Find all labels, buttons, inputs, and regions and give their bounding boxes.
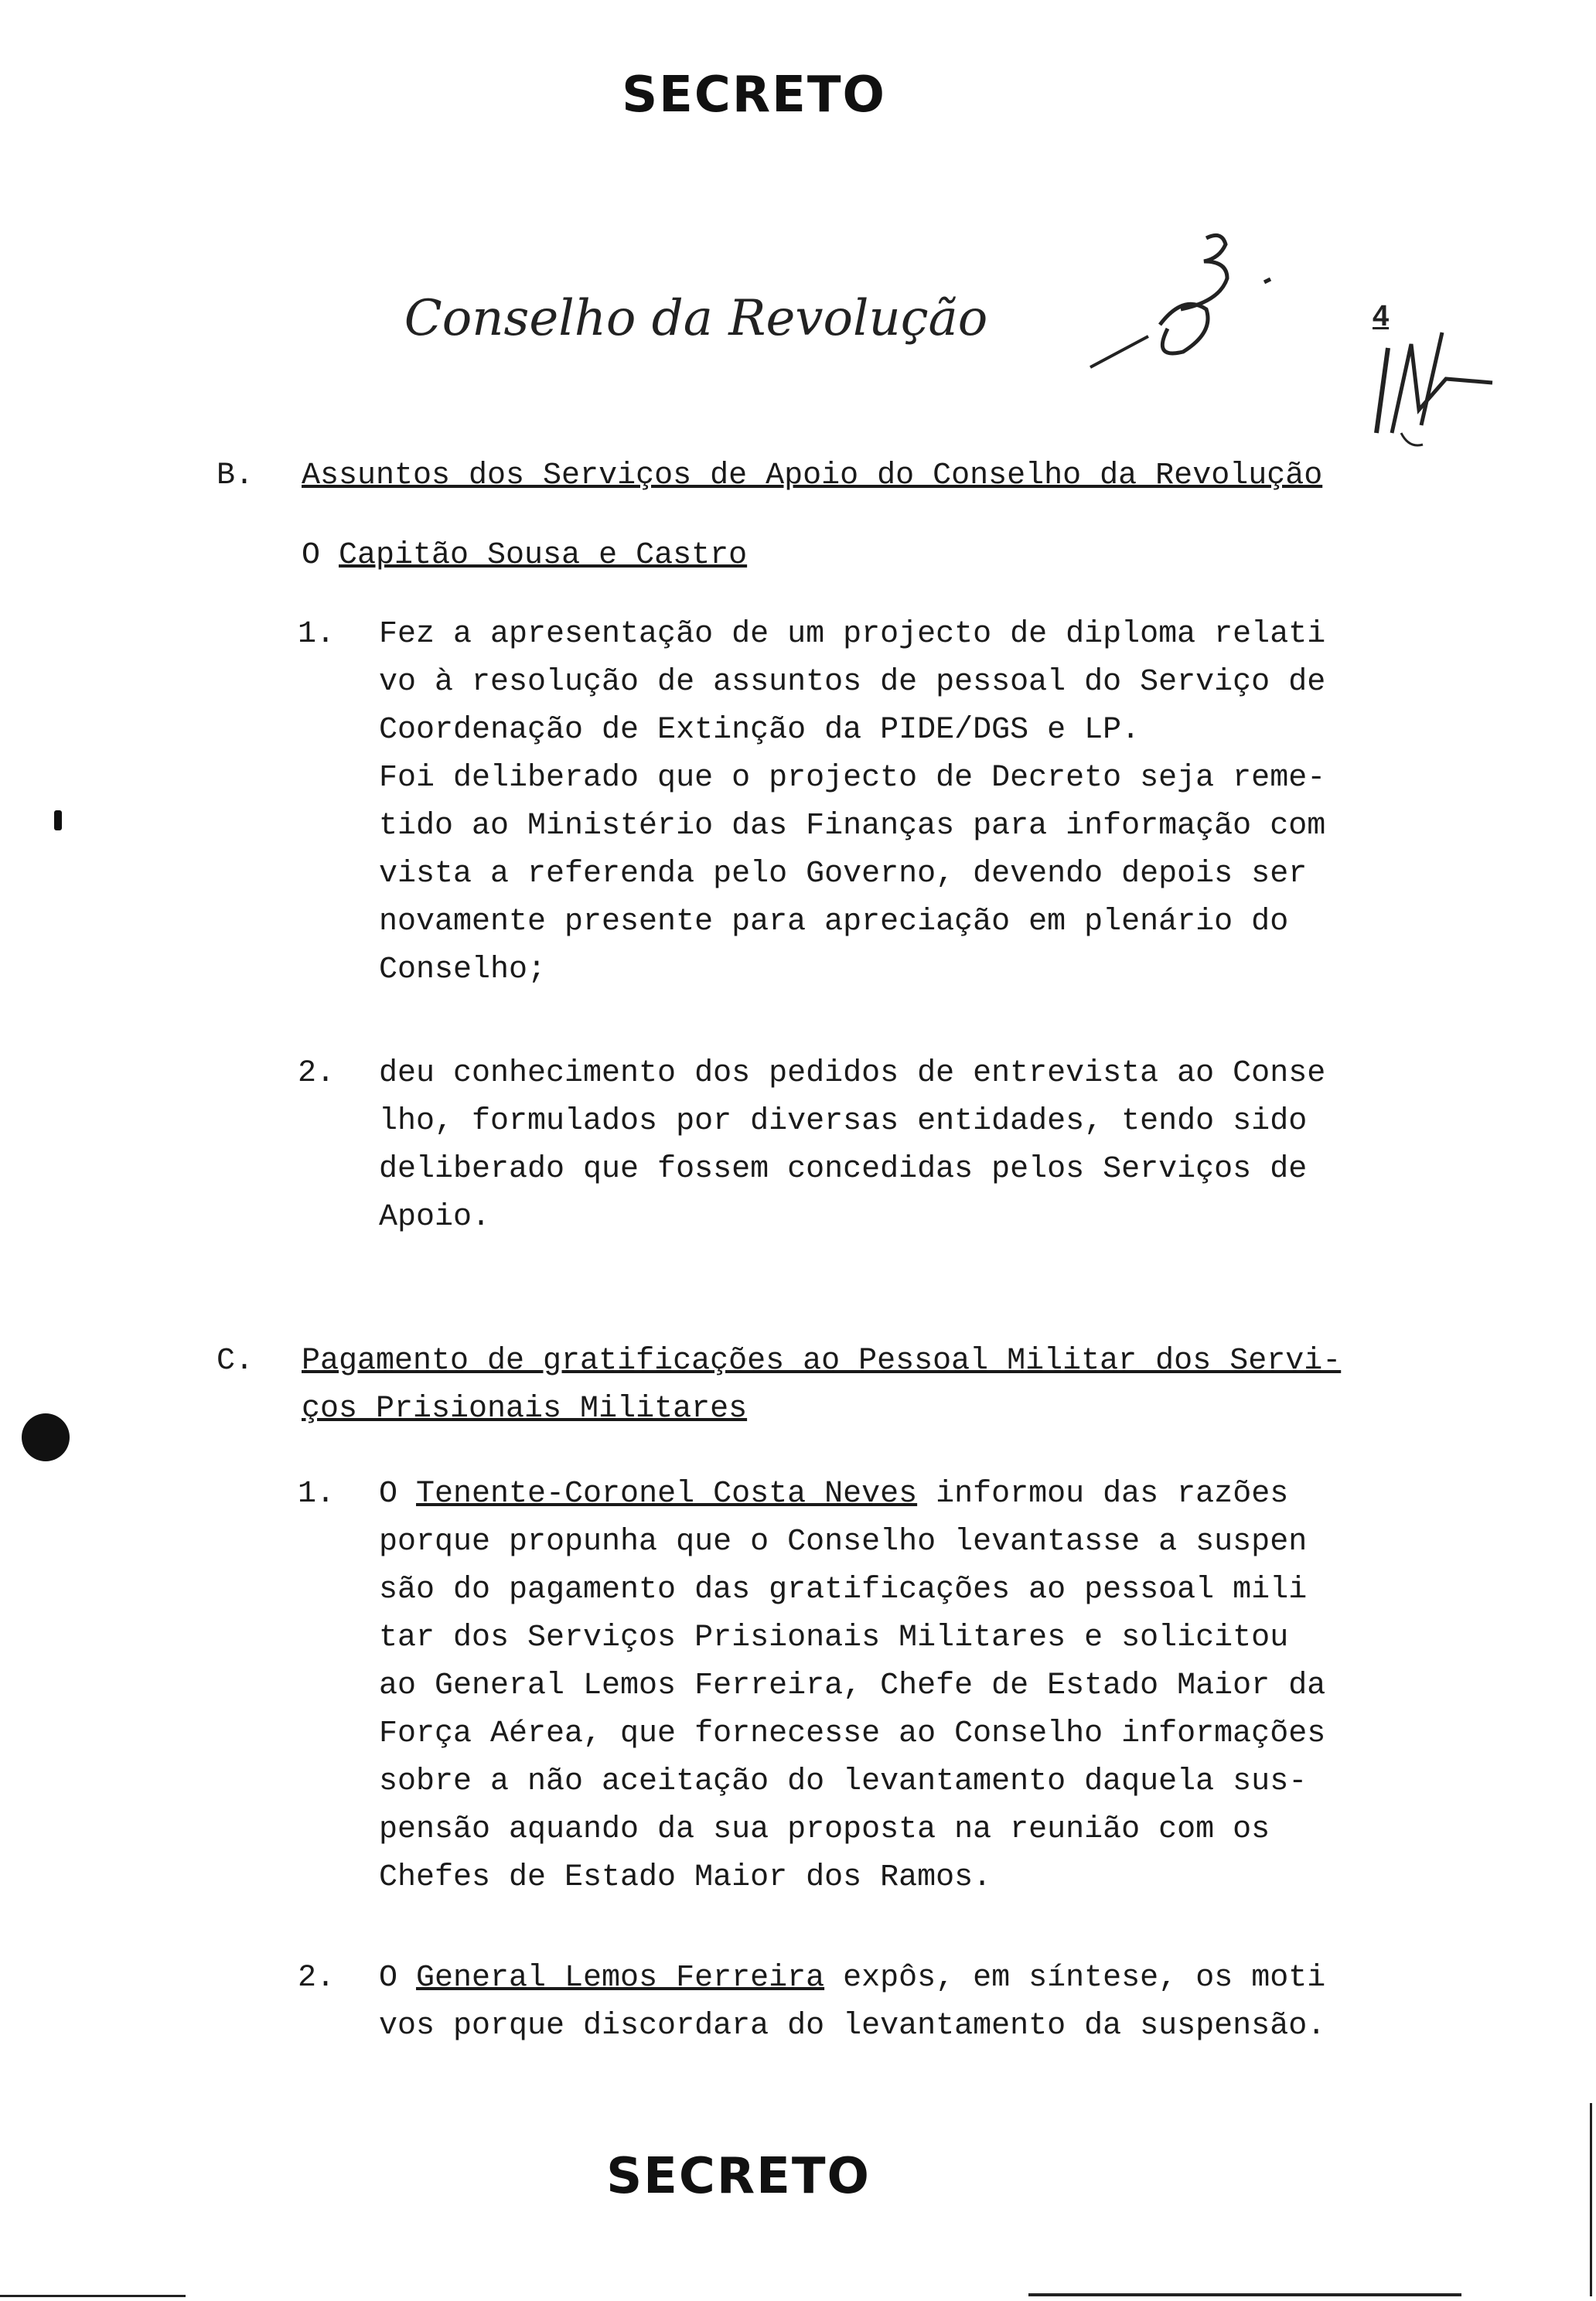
text-line: Chefes de Estado Maior dos Ramos. [379, 1860, 992, 1895]
text-line: Fez a apresentação de um projecto de diploma relati [379, 617, 1326, 652]
item-number: 1. [298, 617, 336, 652]
item-number: 2. [298, 1961, 336, 1996]
text-line: lho, formulados por diversas entidades, tendo sido [379, 1104, 1308, 1139]
text-line: porque propunha que o Conselho levantasse a suspen [379, 1525, 1308, 1560]
item-number: 2. [298, 1056, 336, 1091]
section-c-title [302, 1338, 1596, 1433]
bottom-edge-line [0, 2295, 186, 2297]
text-line: deu conhecimento dos pedidos de entrevista ao Conse [379, 1056, 1326, 1091]
text-line [379, 1471, 1396, 1519]
text-line: ao General Lemos Ferreira, Chefe de Estado Maior da [379, 1669, 1326, 1703]
punch-hole-mark [22, 1413, 70, 1461]
text-line: deliberado que fossem concedidas pelos Serviços de [379, 1152, 1308, 1187]
text-line: Foi deliberado que o projecto de Decreto seja reme- [379, 761, 1326, 796]
item-number: 1. [298, 1477, 336, 1512]
item-body [379, 1955, 1396, 2050]
section-b-speaker: Capitão Sousa e Castro [339, 538, 748, 573]
text-line: Conselho; [379, 953, 547, 987]
section-b-title: Assuntos dos Serviços de Apoio do Conselho da Revolução [302, 458, 1323, 493]
section-c-title-line: ços Prisionais Militares [302, 1392, 748, 1427]
section-c-heading [217, 1338, 1596, 1433]
text-line: pensão aquando da sua proposta na reunião com os [379, 1812, 1270, 1847]
text-line: tido ao Ministério das Finanças para informação com [379, 809, 1326, 844]
section-b-item-2 [298, 1050, 1396, 1251]
section-c-speaker-2: General Lemos Ferreira [416, 1961, 825, 1996]
item-body [379, 611, 1396, 994]
handwritten-signature-icon [1330, 317, 1508, 456]
section-c-speaker-1: Tenente-Coronel Costa Neves [416, 1477, 918, 1512]
text-line: Força Aérea, que fornecesse ao Conselho informações [379, 1716, 1326, 1751]
speaker-prefix: O [379, 1961, 417, 1996]
speaker-prefix: O [379, 1477, 417, 1512]
page-number: 4 [1373, 300, 1390, 332]
bottom-edge-line-right [1028, 2293, 1461, 2296]
section-c-letter: C. [217, 1344, 254, 1379]
text-line: Coordenação de Extinção da PIDE/DGS e LP. [379, 713, 1141, 748]
section-c-title-line: Pagamento de gratificações ao Pessoal Militar dos Servi- [302, 1344, 1342, 1379]
section-b-letter: B. [217, 458, 254, 493]
section-b-speaker-line [302, 532, 747, 580]
scan-mark [54, 810, 62, 830]
section-c-item-2 [298, 1955, 1396, 2055]
text-line: tar dos Serviços Prisionais Militares e solicitou [379, 1621, 1289, 1655]
right-edge-line [1590, 2103, 1592, 2296]
section-b-item-1 [298, 611, 1396, 997]
item-body [379, 1471, 1396, 1902]
secret-stamp-top: SECRETO [622, 66, 886, 124]
text-line: vo à resolução de assuntos de pessoal do Serviço de [379, 665, 1326, 700]
text-line: vista a referenda pelo Governo, devendo depois ser [379, 857, 1308, 891]
text-line [379, 1955, 1396, 2003]
secret-stamp-bottom: SECRETO [606, 2148, 871, 2205]
text-line: Apoio. [379, 1200, 491, 1235]
speaker-prefix: O [302, 538, 339, 573]
letterhead: Conselho da Revolução [404, 290, 988, 347]
section-b-heading [217, 452, 1596, 500]
text-rest: expôs, em síntese, os moti [824, 1961, 1326, 1996]
item-body [379, 1050, 1396, 1242]
section-c-item-1 [298, 1471, 1396, 1904]
text-line: novamente presente para apreciação em plenário do [379, 905, 1289, 939]
text-rest: informou das razões [917, 1477, 1289, 1512]
text-line: sobre a não aceitação do levantamento daquela sus- [379, 1764, 1308, 1799]
text-line: vos porque discordara do levantamento da suspensão. [379, 2009, 1326, 2044]
handwritten-initials-icon [1075, 224, 1307, 379]
text-line: são do pagamento das gratificações ao pessoal mili [379, 1573, 1308, 1607]
